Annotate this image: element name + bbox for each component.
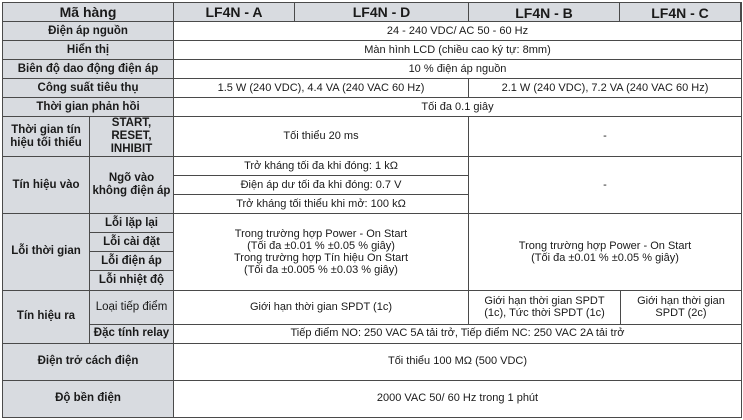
- dielectric-row: [3, 380, 742, 417]
- input-signal-row-1: [3, 157, 742, 176]
- voltage-fluctuation-label: Biên độ dao động điện áp: [3, 60, 174, 79]
- output-signal-label: Tín hiệu ra: [3, 290, 90, 343]
- dielectric-label: Độ bền điện: [3, 380, 174, 417]
- model-b-header-cell: LF4N - B: [468, 2, 620, 22]
- item-header: Mã hàng: [3, 3, 174, 22]
- contact-b-line-2: (1c), Tức thời SPDT (1c): [484, 307, 605, 320]
- input-signal-ad-value-2: Điện áp dư tối đa khi đóng: 0.7 V: [174, 176, 469, 195]
- return-time-row: [3, 98, 742, 117]
- time-error-bc-line-1: Trong trường hợp Power - On Start: [518, 239, 692, 252]
- header-bc-split: [468, 2, 741, 22]
- min-signal-time-bc-value: -: [469, 117, 742, 157]
- power-consumption-row: [3, 79, 742, 98]
- relay-characteristic-value: Tiếp điểm NO: 250 VAC 5A tải trở, Tiếp điểm NC: 250 VAC 2A tải trở: [174, 324, 742, 343]
- min-signal-time-label: Thời gian tín hiệu tối thiểu: [3, 117, 90, 157]
- return-time-value: Tối đa 0.1 giây: [174, 98, 742, 117]
- input-signal-bc-value: -: [469, 157, 742, 214]
- time-error-bc-line-2: (Tối đa ±0.01 % ±0.05 % giây): [531, 251, 679, 264]
- time-error-ad-line-4: (Tối đa ±0.005 % ±0.03 % giây): [244, 263, 398, 276]
- power-consumption-ad-value: 1.5 W (240 VDC), 4.4 VA (240 VAC 60 Hz): [174, 79, 469, 98]
- min-signal-time-ad-value: Tối thiểu 20 ms: [174, 117, 469, 157]
- voltage-error-label: Lỗi điện áp: [90, 252, 174, 271]
- power-supply-row: [3, 22, 742, 41]
- input-signal-label: Tín hiệu vào: [3, 157, 90, 214]
- time-error-ad-line-2: (Tối đa ±0.01 % ±0.05 % giây): [247, 239, 395, 252]
- input-signal-ad-value-3: Trở kháng tối thiểu khi mở: 100 kΩ: [174, 195, 469, 214]
- power-supply-value: 24 - 240 VDC/ AC 50 - 60 Hz: [174, 22, 742, 41]
- contact-ad-value: Giới hạn thời gian SPDT (1c): [174, 290, 469, 324]
- time-error-ad-value: [174, 214, 469, 290]
- power-consumption-label: Công suất tiêu thụ: [3, 79, 174, 98]
- contact-c-value: [621, 290, 742, 324]
- power-consumption-bc-value: 2.1 W (240 VDC), 7.2 VA (240 VAC 60 Hz): [469, 79, 742, 98]
- relay-characteristic-row: [3, 324, 742, 343]
- display-label: Hiển thị: [3, 41, 174, 60]
- contact-b-line-1: Giới hạn thời gian SPDT: [484, 295, 605, 308]
- time-error-ad-line-1: Trong trường hợp Power - On Start: [234, 227, 408, 240]
- time-error-label: Lỗi thời gian: [3, 214, 90, 290]
- spec-table: [2, 2, 742, 418]
- power-supply-label: Điện áp nguồn: [3, 22, 174, 41]
- insulation-row: [3, 343, 742, 380]
- display-value: Màn hình LCD (chiều cao ký tự: 8mm): [174, 41, 742, 60]
- return-time-label: Thời gian phản hồi: [3, 98, 174, 117]
- model-d-header: LF4N - D: [295, 3, 469, 22]
- insulation-label: Điện trở cách điện: [3, 343, 174, 380]
- voltage-fluctuation-row: [3, 60, 742, 79]
- min-signal-time-row: [3, 117, 742, 157]
- insulation-value: Tối thiểu 100 MΩ (500 VDC): [174, 343, 742, 380]
- model-c-header-cell: LF4N - C: [620, 2, 741, 22]
- output-contact-row: [3, 290, 742, 324]
- dielectric-value: 2000 VAC 50/ 60 Hz trong 1 phút: [174, 380, 742, 417]
- input-signal-ad-value-1: Trở kháng tối đa khi đóng: 1 kΩ: [174, 157, 469, 176]
- time-error-ad-line-3: Trong trường hợp Tín hiệu On Start: [233, 251, 409, 264]
- display-row: [3, 41, 742, 60]
- setting-error-label: Lỗi cài đặt: [90, 233, 174, 252]
- contact-type-label: Loại tiếp điểm: [90, 290, 174, 324]
- contact-c-line-1: Giới hạn thời gian: [637, 295, 725, 308]
- input-signal-sub-label: Ngõ vào không điện áp: [90, 157, 174, 214]
- contact-b-value: [469, 290, 621, 324]
- min-signal-time-sub-label: START, RESET, INHIBIT: [90, 117, 174, 157]
- time-error-bc-value: [469, 214, 742, 290]
- time-error-row-1: [3, 214, 742, 233]
- model-a-header: LF4N - A: [174, 3, 295, 22]
- temperature-error-label: Lỗi nhiệt độ: [90, 271, 174, 290]
- contact-c-line-2: SPDT (2c): [655, 307, 707, 320]
- relay-characteristic-label: Đặc tính relay: [90, 324, 174, 343]
- repeat-error-label: Lỗi lặp lại: [90, 214, 174, 233]
- voltage-fluctuation-value: 10 % điện áp nguồn: [174, 60, 742, 79]
